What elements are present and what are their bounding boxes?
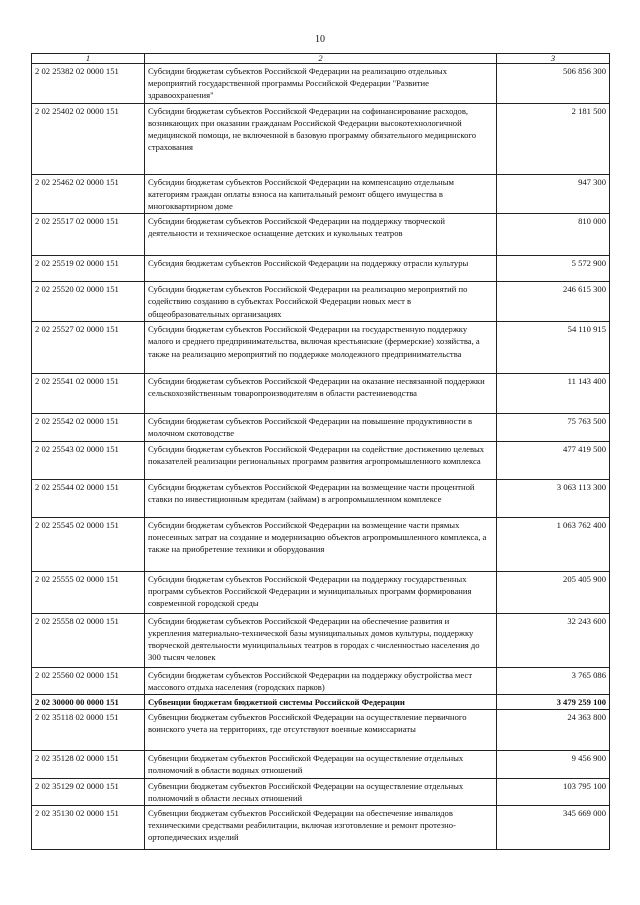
amount-cell: 2 181 500 <box>497 103 610 174</box>
description-cell: Субсидии бюджетам субъектов Российской Федерации на компенсацию отдельным категориям граждан оплаты взноса на капитальный ремонт общего имущества в многоквартирном доме <box>145 174 497 214</box>
description-cell: Субсидии бюджетам субъектов Российской Федерации на софинансирование расходов, возникающих при оказании гражданам Российской Федерации высокотехнологичной медицинской помощи, не включенной в базовую программу обязательного медицинского страхования <box>145 103 497 174</box>
description-cell: Субсидии бюджетам субъектов Российской Федерации на поддержку обустройства мест массового отдыха населения (городских парков) <box>145 667 497 694</box>
budget-code-cell: 2 02 25517 02 0000 151 <box>32 214 145 256</box>
table-row <box>32 667 610 694</box>
table-row <box>32 322 610 374</box>
table-header-row <box>32 54 610 64</box>
budget-code-cell: 2 02 25544 02 0000 151 <box>32 479 145 517</box>
budget-code-cell: 2 02 25462 02 0000 151 <box>32 174 145 214</box>
amount-cell: 32 243 600 <box>497 613 610 667</box>
table-row <box>32 282 610 322</box>
amount-cell: 54 110 915 <box>497 322 610 374</box>
amount-cell: 103 795 100 <box>497 778 610 805</box>
amount-cell: 477 419 500 <box>497 441 610 479</box>
amount-cell: 345 669 000 <box>497 806 610 850</box>
budget-code-cell: 2 02 35118 02 0000 151 <box>32 710 145 751</box>
amount-cell: 3 063 113 300 <box>497 479 610 517</box>
description-cell: Субсидия бюджетам субъектов Российской Федерации на поддержку отрасли культуры <box>145 256 497 282</box>
description-cell: Субсидии бюджетам субъектов Российской Федерации на возмещение части прямых понесенных затрат на создание и модернизацию объектов агропромышленного комплекса, а также на приобретение техники и оборудования <box>145 517 497 571</box>
description-cell: Субсидии бюджетам субъектов Российской Федерации на поддержку творческой деятельности и техническое оснащение детских и кукольных театров <box>145 214 497 256</box>
description-cell: Субсидии бюджетам субъектов Российской Федерации на реализацию мероприятий по содействию созданию в субъектах Российской Федерации новых мест в общеобразовательных организациях <box>145 282 497 322</box>
budget-code-cell: 2 02 25560 02 0000 151 <box>32 667 145 694</box>
budget-code-cell: 2 02 25555 02 0000 151 <box>32 571 145 613</box>
amount-cell: 246 615 300 <box>497 282 610 322</box>
description-cell: Субвенции бюджетам субъектов Российской Федерации на осуществление первичного воинского учета на территориях, где отсутствуют военные комиссариаты <box>145 710 497 751</box>
table-row <box>32 103 610 174</box>
table-row <box>32 806 610 850</box>
description-cell: Субсидии бюджетам субъектов Российской Федерации на поддержку государственных программ субъектов Российской Федерации и муниципальных программ формирования современной городской среды <box>145 571 497 613</box>
column-header-2: 2 <box>145 54 497 64</box>
table-row <box>32 695 610 710</box>
amount-cell: 810 000 <box>497 214 610 256</box>
column-header-1: 1 <box>32 54 145 64</box>
budget-revenue-table <box>31 53 610 850</box>
budget-code-cell: 2 02 25382 02 0000 151 <box>32 64 145 104</box>
amount-cell: 205 405 900 <box>497 571 610 613</box>
description-cell: Субсидии бюджетам субъектов Российской Федерации на государственную поддержку малого и среднего предпринимательства, включая крестьянские (фермерские) хозяйства, а также на реализацию мероприятий по поддержке молодежного предпринимательства <box>145 322 497 374</box>
table-row <box>32 778 610 805</box>
amount-cell: 9 456 900 <box>497 751 610 778</box>
table-row <box>32 479 610 517</box>
table-row <box>32 214 610 256</box>
table-row <box>32 174 610 214</box>
budget-code-cell: 2 02 25402 02 0000 151 <box>32 103 145 174</box>
amount-cell: 1 063 762 400 <box>497 517 610 571</box>
amount-cell: 11 143 400 <box>497 374 610 414</box>
description-cell: Субвенции бюджетам субъектов Российской Федерации на осуществление отдельных полномочий в области лесных отношений <box>145 778 497 805</box>
budget-code-cell: 2 02 35129 02 0000 151 <box>32 778 145 805</box>
table-row <box>32 751 610 778</box>
table-row <box>32 613 610 667</box>
description-cell: Субвенции бюджетам бюджетной системы Российской Федерации <box>145 695 497 710</box>
table-row <box>32 64 610 104</box>
budget-code-cell: 2 02 25541 02 0000 151 <box>32 374 145 414</box>
amount-cell: 947 300 <box>497 174 610 214</box>
budget-code-cell: 2 02 25520 02 0000 151 <box>32 282 145 322</box>
column-header-3: 3 <box>497 54 610 64</box>
table-row <box>32 517 610 571</box>
amount-cell: 3 765 086 <box>497 667 610 694</box>
page-number: 10 <box>315 34 325 45</box>
table-row <box>32 571 610 613</box>
description-cell: Субсидии бюджетам субъектов Российской Федерации на повышение продуктивности в молочном скотоводстве <box>145 414 497 441</box>
budget-code-cell: 2 02 25545 02 0000 151 <box>32 517 145 571</box>
amount-cell: 3 479 259 100 <box>497 695 610 710</box>
description-cell: Субсидии бюджетам субъектов Российской Федерации на реализацию отдельных мероприятий государственной программы Российской Федерации "Развитие здравоохранения" <box>145 64 497 104</box>
description-cell: Субсидии бюджетам субъектов Российской Федерации на возмещение части процентной ставки по инвестиционным кредитам (займам) в агропромышленном комплексе <box>145 479 497 517</box>
description-cell: Субсидии бюджетам субъектов Российской Федерации на содействие достижению целевых показателей реализации региональных программ развития агропромышленного комплекса <box>145 441 497 479</box>
budget-code-cell: 2 02 25543 02 0000 151 <box>32 441 145 479</box>
budget-code-cell: 2 02 35130 02 0000 151 <box>32 806 145 850</box>
table-row <box>32 441 610 479</box>
budget-code-cell: 2 02 25519 02 0000 151 <box>32 256 145 282</box>
amount-cell: 506 856 300 <box>497 64 610 104</box>
budget-code-cell: 2 02 25527 02 0000 151 <box>32 322 145 374</box>
budget-code-cell: 2 02 35128 02 0000 151 <box>32 751 145 778</box>
description-cell: Субвенции бюджетам субъектов Российской Федерации на обеспечение инвалидов техническими средствами реабилитации, включая изготовление и ремонт протезно-ортопедических изделий <box>145 806 497 850</box>
budget-code-cell: 2 02 30000 00 0000 151 <box>32 695 145 710</box>
amount-cell: 75 763 500 <box>497 414 610 441</box>
description-cell: Субсидии бюджетам субъектов Российской Федерации на обеспечение развития и укрепления материально-технической базы муниципальных домов культуры, поддержку творческой деятельности муниципальных театров в городах с численностью населения до 300 тысяч человек <box>145 613 497 667</box>
description-cell: Субсидии бюджетам субъектов Российской Федерации на оказание несвязанной поддержки сельскохозяйственным товаропроизводителям в области растениеводства <box>145 374 497 414</box>
description-cell: Субвенции бюджетам субъектов Российской Федерации на осуществление отдельных полномочий в области водных отношений <box>145 751 497 778</box>
budget-code-cell: 2 02 25558 02 0000 151 <box>32 613 145 667</box>
budget-code-cell: 2 02 25542 02 0000 151 <box>32 414 145 441</box>
amount-cell: 5 572 900 <box>497 256 610 282</box>
table-row <box>32 256 610 282</box>
table-row <box>32 414 610 441</box>
table-row <box>32 374 610 414</box>
amount-cell: 24 363 800 <box>497 710 610 751</box>
table-row <box>32 710 610 751</box>
